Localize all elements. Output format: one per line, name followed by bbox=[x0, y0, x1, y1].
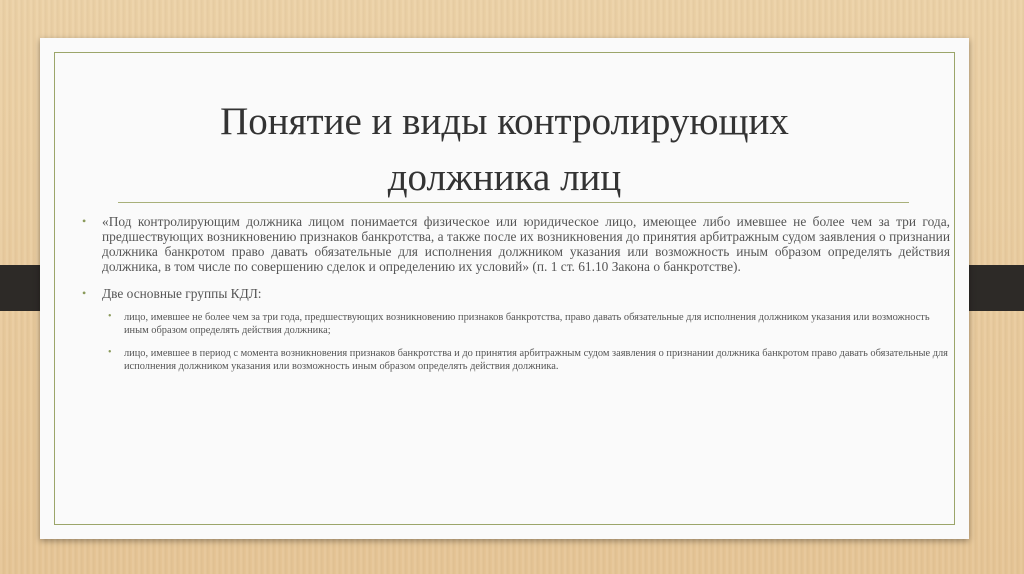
bullet-text-definition: «Под контролирующим должника лицом понимается физическое или юридическое лицо, имеющее либо имевшее не более чем за три года, предшествующих возникновению признаков банкротства, а также после их возникновения до принятия арбитражным судом заявления о признании должника банкротом право давать обязательные для исполнения должником указания или возможность иным образом определять действия должника, в том числе по совершению сделок и определению их условий» (п. 1 ст. 61.10 Закона о банкротстве). bbox=[102, 214, 950, 274]
bullet-item-groups bbox=[82, 286, 950, 373]
presentation-slide bbox=[40, 38, 969, 539]
bullet-text-groups: Две основные группы КДЛ: bbox=[102, 286, 262, 301]
sub-bullet-item-2 bbox=[108, 347, 950, 373]
sub-bullet-icon: • bbox=[108, 347, 112, 358]
sub-bullet-text-2: лицо, имевшее в период с момента возникновения признаков банкротства и до принятия арбитражным судом заявления о признании должника банкротом право давать обязательные для исполнения должником указания или возможность иным образом определять действия должника. bbox=[124, 348, 948, 372]
slide-title-line-1: Понятие и виды контролирующих bbox=[220, 100, 789, 143]
slide-title-line-2: должника лиц bbox=[387, 156, 622, 199]
bullet-icon: • bbox=[82, 286, 87, 300]
sub-bullet-icon: • bbox=[108, 311, 112, 322]
bullet-icon: • bbox=[82, 214, 87, 228]
slide-content bbox=[82, 214, 950, 383]
sub-bullet-text-1: лицо, имевшее не более чем за три года, предшествующих возникновению признаков банкротства, право давать обязательные для исполнения должником указания или возможность иным образом определять действия должника; bbox=[124, 312, 930, 336]
bullet-item-definition bbox=[82, 214, 950, 274]
right-side-band bbox=[966, 265, 1024, 311]
slide-title bbox=[120, 94, 889, 206]
sub-bullet-item-1 bbox=[108, 311, 950, 337]
title-divider bbox=[118, 202, 909, 203]
left-side-band bbox=[0, 265, 40, 311]
